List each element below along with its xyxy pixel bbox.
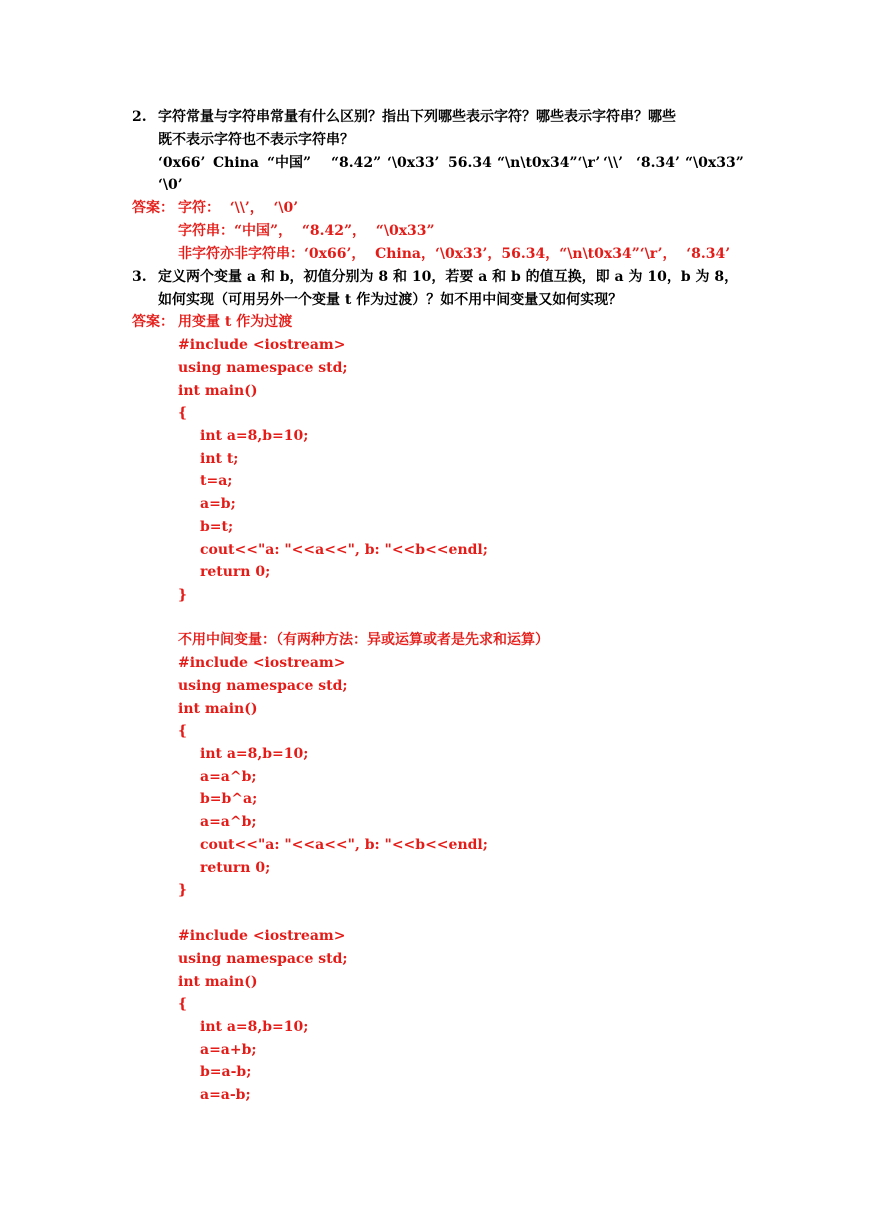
question-2-line-2: 既不表示字符也不表示字符串？ — [158, 132, 354, 148]
code-line: #include <iostream> — [178, 928, 346, 944]
code-line: int main() — [178, 701, 258, 717]
code-line: return 0; — [200, 860, 271, 876]
code-line: } — [178, 882, 188, 898]
item-token: “\n\t0x34”‘\r’ — [497, 155, 601, 171]
code-line: using namespace std; — [178, 678, 348, 694]
code-line: b=t; — [200, 519, 234, 535]
code-line: int main() — [178, 974, 258, 990]
code-line: a=a^b; — [200, 814, 257, 830]
question-2-items-row-2: ‘\0’ — [158, 177, 183, 193]
code-line: } — [178, 587, 188, 603]
item-token: ‘8.34’ — [636, 155, 680, 171]
item-token: 56.34 — [448, 155, 492, 171]
code-line: using namespace std; — [178, 360, 348, 376]
answer-3-label: 答案： — [132, 314, 174, 330]
code-line: cout<<"a: "<<a<<", b: "<<b<<endl; — [200, 837, 488, 853]
answer-2-neither: 非字符亦非字符串：‘0x66’， China，‘\0x33’，56.34，“\n\t0x34”‘\r’， ‘8.34’ — [178, 246, 731, 262]
item-token: “\0x33” — [685, 155, 744, 171]
code-line: cout<<"a: "<<a<<", b: "<<b<<endl; — [200, 542, 488, 558]
question-3-line-2: 如何实现（可用另外一个变量 t 作为过渡）？如不用中间变量又如何实现？ — [158, 292, 623, 308]
code-line: int a=8,b=10; — [200, 1019, 309, 1035]
item-token: ‘\0x33’ — [387, 155, 440, 171]
code-line: #include <iostream> — [178, 337, 346, 353]
code-line: { — [178, 996, 188, 1012]
code-line: a=a-b; — [200, 1087, 251, 1103]
answer-2-chars: 字符： ‘\\’， ‘\0’ — [178, 200, 299, 216]
item-token: “8.42” — [331, 155, 382, 171]
answer-2-label: 答案： — [132, 200, 174, 216]
item-token: ‘0x66’ — [158, 155, 206, 171]
method-2-title: 不用中间变量：（有两种方法：异或运算或者是先求和运算） — [178, 632, 549, 648]
code-line: int main() — [178, 383, 258, 399]
code-line: int a=8,b=10; — [200, 746, 309, 762]
question-3-line-1: 定义两个变量 a 和 b，初值分别为 8 和 10，若要 a 和 b 的值互换，即 a 为 10，b 为 8， — [158, 269, 739, 285]
code-line: a=b; — [200, 496, 236, 512]
code-line: t=a; — [200, 473, 233, 489]
item-token: “中国” — [267, 155, 312, 171]
code-line: { — [178, 405, 188, 421]
code-line: #include <iostream> — [178, 655, 346, 671]
code-line: int t; — [200, 451, 239, 467]
code-line: a=a+b; — [200, 1042, 257, 1058]
question-3-number: 3. — [132, 269, 147, 285]
answer-2-strings: 字符串：“中国”， “8.42”， “\0x33” — [178, 223, 435, 239]
method-1-title: 用变量 t 作为过渡 — [178, 314, 293, 330]
question-2-number: 2. — [132, 109, 147, 125]
code-line: b=b^a; — [200, 791, 258, 807]
item-token: China — [213, 155, 259, 171]
code-line: int a=8,b=10; — [200, 428, 309, 444]
code-line: { — [178, 723, 188, 739]
code-line: b=a-b; — [200, 1064, 252, 1080]
item-token: ‘\\’ — [603, 155, 623, 171]
code-line: using namespace std; — [178, 951, 348, 967]
question-2-line-1: 字符常量与字符串常量有什么区别？指出下列哪些表示字符？哪些表示字符串？哪些 — [158, 109, 676, 125]
code-line: a=a^b; — [200, 769, 257, 785]
code-line: return 0; — [200, 564, 271, 580]
